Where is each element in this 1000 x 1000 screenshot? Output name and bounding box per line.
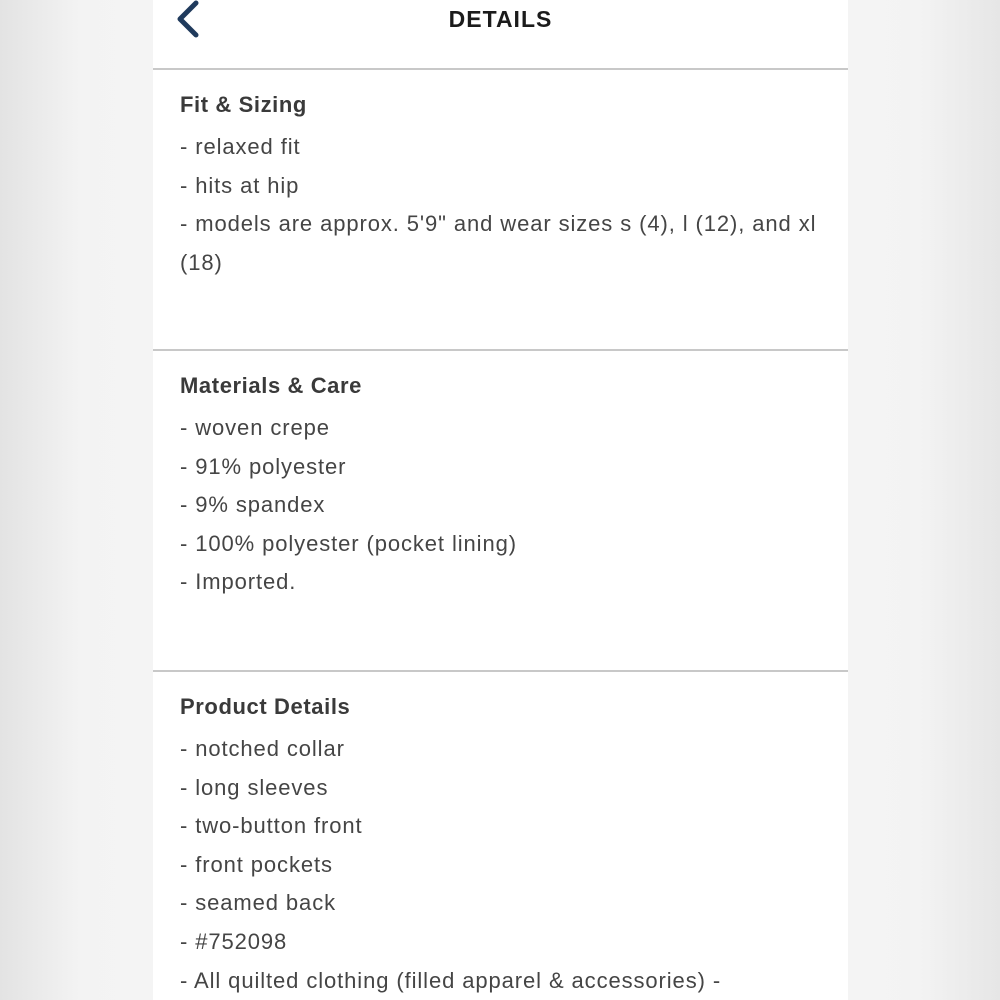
list-item: - long sleeves xyxy=(180,774,329,800)
list-item: - models are approx. 5'9" and wear sizes s (4), l (12), and xl (18) xyxy=(180,211,817,275)
list-item: - notched collar xyxy=(180,736,345,761)
page-title: DETAILS xyxy=(448,6,553,32)
list-item: - hits at hip xyxy=(180,172,300,198)
detail-list xyxy=(180,730,818,1000)
detail-list xyxy=(180,409,818,602)
list-item: - front pockets xyxy=(180,851,333,877)
section-materials-care xyxy=(153,351,848,672)
list-item: - #752098 xyxy=(180,928,288,954)
list-item: - 91% polyester xyxy=(180,453,347,479)
list-item: - Imported. xyxy=(180,569,297,595)
section-heading: Fit & Sizing xyxy=(180,92,307,117)
section-heading: Materials & Care xyxy=(180,373,363,398)
list-item: - woven crepe xyxy=(180,415,330,440)
list-item: - two-button front xyxy=(180,813,363,839)
section-heading: Product Details xyxy=(180,694,351,719)
detail-list xyxy=(180,128,818,282)
header-bar xyxy=(153,0,848,70)
list-item: - seamed back xyxy=(180,890,336,916)
details-panel xyxy=(153,0,848,1000)
list-item: - All quilted clothing (filled apparel & accessories) - xyxy=(180,967,722,993)
list-item: - relaxed fit xyxy=(180,134,301,159)
section-fit-sizing xyxy=(153,70,848,351)
list-item: - 9% spandex xyxy=(180,492,326,518)
section-product-details xyxy=(153,672,848,1000)
list-item: - 100% polyester (pocket lining) xyxy=(180,530,517,556)
